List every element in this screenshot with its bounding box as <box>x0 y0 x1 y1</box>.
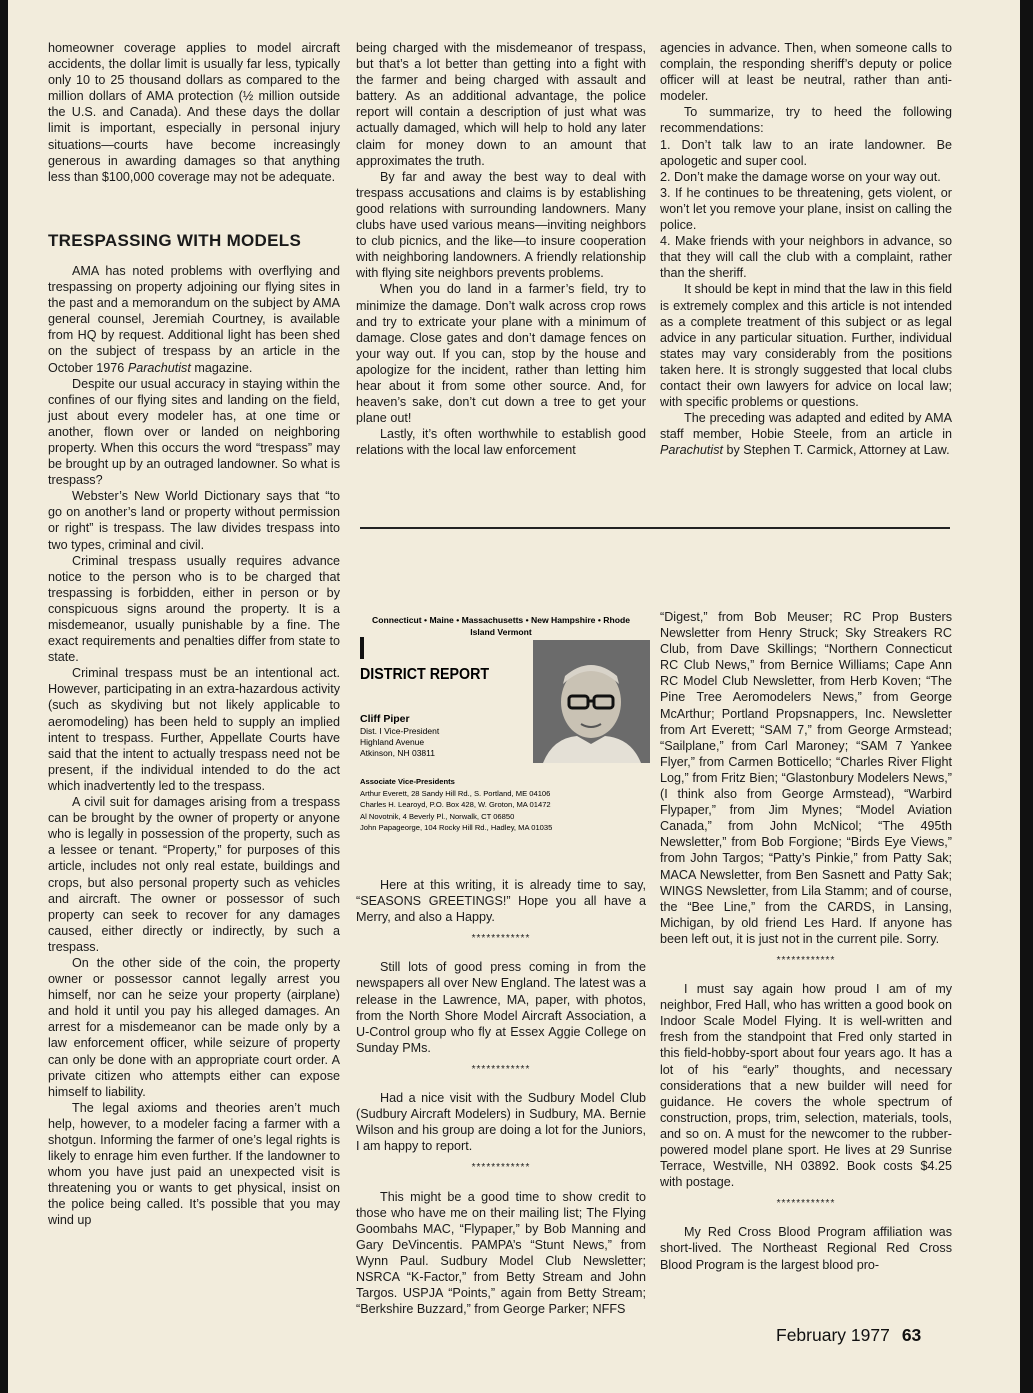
recommendation-item: 2. Don’t make the damage worse on your way out. <box>660 169 941 184</box>
separator: ************ <box>776 954 836 966</box>
issue-date: February 1977 <box>776 1325 890 1345</box>
paragraph: Still lots of good press coming in from the newspapers all over New England. The latest was a release in the Lawrence, MA, paper, with photos, from the North Shore Model Aircraft Association, a U-Control group who fly at Essex Aggie College on Sunday PMs. <box>356 960 646 1055</box>
page-footer <box>776 1325 921 1346</box>
district-states: Connecticut • Maine • Massachusetts • New Hampshire • Rhode Island Vermont <box>372 615 630 637</box>
paragraph: The preceding was adapted and edited by AMA staff member, Hobie Steele, from an article in Parachutist by Stephen T. Carmick, Attorney at Law. <box>660 411 952 458</box>
paragraph: being charged with the misdemeanor of trespass, but that’s a lot better than getting into a fight with the farmer and being charged with assault and battery. As an additional advantage, the police report will contain a description of just what was actually damaged, which will help to hold any later claim for money down to an amount that approximates the truth. <box>356 41 646 168</box>
separator: ************ <box>471 1063 531 1075</box>
associate-entry: Arthur Everett, 28 Sandy Hill Rd., S. Portland, ME 04106 <box>360 788 551 798</box>
paragraph: Criminal trespass must be an intentional act. However, participating in an extra-hazardous activity (such as skydiving but not likely applicable to aeromodeling) has been held to supply an implied intent to trespass. Further, Appellate Courts have said that the intent to actually trespass need not be present, if the individual intended to do the act which inadvertently led to the trespass. <box>48 666 340 793</box>
recommendation-item: 4. Make friends with your neighbors in advance, so that they will call the club with a complaint, rather than the sheriff. <box>660 234 952 281</box>
district-contact <box>360 712 535 759</box>
magazine-page <box>8 0 1020 1393</box>
paragraph: The legal axioms and theories aren’t much help, however, to a modeler facing a farmer with a shotgun. Informing the farmer of one’s legal rights is likely to enrage him even further. If the landowner to whom you have just paid an unexpected visit is threatening you or wants to get physical, insist on the police being called. It’s possible that you may wind up <box>48 1100 340 1228</box>
column-2 <box>356 40 646 458</box>
paragraph: On the other side of the coin, the property owner or possessor cannot legally arrest you himself, nor can he seize your property (airplane) and hold it until you pay his alleged damages. An arrest for a misdemeanor can be made only by a law enforcement officer, while seizure of property can only be done with an appropriate court order. A private citizen who attempts either can expose himself to liability. <box>48 955 340 1099</box>
paragraph: When you do land in a farmer’s field, try to minimize the damage. Don’t walk across crop rows and try to extricate your plane with a minimum of damage. Close gates and don’t damage fences on your way out. If you can, stop by the house and apologize for the incident, rather than letting him hear about it from some other source. And, for heaven’s sake, don’t cut down a tree to get your plane out! <box>356 282 646 426</box>
column-1 <box>48 40 340 1229</box>
district-marker-bar <box>360 637 364 659</box>
address-line: Highland Avenue <box>360 737 425 747</box>
vice-president-name: Cliff Piper <box>360 713 410 725</box>
column-4 <box>356 877 646 1317</box>
column-3 <box>660 40 952 458</box>
associate-entry: Al Novotnik, 4 Beverly Pl., Norwalk, CT 06850 <box>360 811 515 821</box>
separator: ************ <box>471 933 531 945</box>
paragraph: Criminal trespass usually requires advance notice to the person who is to be charged that trespassing is forbidden, either in person or by conspicuous signs around the property. It is a misdemeanor, usually punishable by a fine. The exact requirements and penalties differ from state to state. <box>48 553 340 665</box>
associate-entry: Charles H. Learoyd, P.O. Box 428, W. Groton, MA 01472 <box>360 800 551 810</box>
paragraph: Had a nice visit with the Sudbury Model Club (Sudbury Aircraft Modelers) in Sudbury, MA. Bernie Wilson and his group are doing a lot for the Juniors, I am happy to report. <box>356 1091 646 1154</box>
paragraph: To summarize, try to heed the following recommendations: <box>660 105 952 136</box>
author-photo <box>533 640 650 763</box>
paragraph: homeowner coverage applies to model aircraft accidents, the dollar limit is usually far less, typically only 10 to 25 thousand dollars as compared to the million dollars of AMA protection (½ million outside the U.S. and Canada). And these days the dollar limit is important, especially in personal injury situations—courts have become increasingly generous in awarding damages so that anything less than $100,000 coverage may not be adequate. <box>48 41 340 184</box>
paragraph: It should be kept in mind that the law in this field is extremely complex and this article is not intended as a complete treatment of this subject or as legal advice in any particular situation. Further, individual states may vary considerably from the positions taken here. It is strongly suggested that local clubs contact their own lawyers for advice on local law; with specific problems or questions. <box>660 282 952 410</box>
portrait-illustration <box>533 640 650 763</box>
column-5 <box>660 609 952 1273</box>
section-heading: TRESPASSING WITH MODELS <box>48 230 302 250</box>
paragraph: By far and away the best way to deal with trespass accusations and claims is by establishing good relations with surrounding landowners. Many clubs have used various means—inviting neighbors to club picnics, and the like—to insure cooperation with neighboring landowners. A friendly relationship with flying site neighbors prevents problems. <box>356 169 646 281</box>
associate-entry: John Papageorge, 104 Rocky Hill Rd., Hadley, MA 01035 <box>360 823 553 833</box>
paragraph: agencies in advance. Then, when someone calls to complain, the responding sheriff’s deputy or police officer will at least be neutral, rather than anti-modeler. <box>660 41 952 104</box>
paragraph: AMA has noted problems with overflying and trespassing on property adjoining our flying sites in the past and a memorandum on the subject by AMA general counsel, Jeremiah Courtney, is available from HQ by request. Additional light has been shed on the subject of trespass by an article in the October 1976 Parachutist magazine. <box>48 263 340 375</box>
district-report-title: DISTRICT REPORT <box>360 666 490 683</box>
paragraph: Lastly, it’s often worthwhile to establish good relations with the local law enforcement <box>356 427 646 458</box>
section-divider <box>360 527 950 529</box>
paragraph: This might be a good time to show credit to those who have me on their mailing list; The Flying Goombahs MAC, “Flypaper,” by Bob Manning and Gary DeVincentis. PAMPA’s “Stunt News,” from Wynn Paul. Sudbury Model Club Newsletter; NSRCA “K-Factor,” from Betty Stream and John Targos. USPJA “Points,” again from Betty Stream; “Berkshire Buzzard,” from George Parker; NFFS <box>356 1189 646 1317</box>
associate-label: Associate Vice-Presidents <box>360 777 455 786</box>
paragraph: “Digest,” from Bob Meuser; RC Prop Busters Newsletter from Henry Struck; Sky Streakers RC Club, from Dave Skillings; “Northern Connecticut RC Club News,” from Bernice Williams; Cape Ann RC Model Club Newsletter, from Herb Koven; “The Pine Tree Aeromodelers News,” from George McArthur; Portland Propsnappers, Inc. Newsletter from Art Everett; “SAM 7,” from George Armstead; “Sailplane,” from Carl Maroney; “SAM 7 Yankee Flyer,” from Carmen Botticello; “Charles River Flight Log,” from Fritz Bien; “Glastonbury Modelers News,” (I think also from George Armstead), “Warbird Flypaper,” from Jim Mynes; “Model Aviation Canada,” from John McNicol; “The 495th Newsletter,” from Bob Forgione; “Birds Eye Views,” from John Targos; “Patty’s Pinkie,” from Patty Sak; MACA Newsletter, from Ben Sasnett and Patty Sak; WINGS Newsletter, from Lila Stamm; and of course, the “Bee Line,” from the CARDS, in Lansing, Michigan, by old friend Les Hard. If anyone has been left out, it is just not in the current pile. Sorry. <box>660 610 952 946</box>
separator: ************ <box>471 1162 531 1174</box>
associate-vps <box>360 776 650 834</box>
recommendation-item: 3. If he continues to be threatening, gets violent, or won’t let you remove your plane, insist on calling the police. <box>660 185 952 233</box>
paragraph: A civil suit for damages arising from a trespass can be brought by the owner of property or anyone who is legally in possession of the property, such as a lessee or tenant. “Property,” for purposes of this article, includes not only real estate, buildings and crops, but also personal property such as vehicles and aircraft. The owner or possessor of such property can seek to recover for any damages caused, either directly or indirectly, by such a trespass. <box>48 795 340 954</box>
paragraph: I must say again how proud I am of my neighbor, Fred Hall, who has written a good book on Indoor Scale Model Flying. It is well-written and fresh from the standpoint that Fred only started in this field-hobby-sport about four years ago. It has a lot of his “early” thoughts, and necessary considerations that a new builder will need for guidance. He covers the whole spectrum of construction, props, trim, selection, materials, tools, and so on. A must for the newcomer to the rubber-powered model plane sport. He lives at 29 Sunrise Terrace, Westville, NH 03892. Book costs $4.25 with postage. <box>660 982 952 1190</box>
page-number: 63 <box>901 1325 922 1345</box>
paragraph: Here at this writing, it is already time to say, “SEASONS GREETINGS!” Hope you all have a Merry, and also a Happy. <box>356 878 646 925</box>
paragraph: My Red Cross Blood Program affiliation was short-lived. The Northeast Regional Red Cross Blood Program is the largest blood pro- <box>660 1225 952 1272</box>
recommendation-item: 1. Don’t talk law to an irate landowner. Be apologetic and super cool. <box>660 137 952 168</box>
separator: ************ <box>776 1198 836 1210</box>
paragraph: Webster’s New World Dictionary says that “to go on another’s land or property without permission or right” is trespass. The law divides trespass into two types, criminal and civil. <box>48 489 340 552</box>
address-line: Atkinson, NH 03811 <box>360 748 435 758</box>
vice-president-role: Dist. I Vice-President <box>360 726 440 736</box>
paragraph: Despite our usual accuracy in staying within the confines of our flying sites and landing on the field, just about every modeler has, at one time or another, flown over or landed on neighboring property. When this occurs the word “trespass” may be brought up by an outraged landowner. So what is trespass? <box>48 376 340 488</box>
